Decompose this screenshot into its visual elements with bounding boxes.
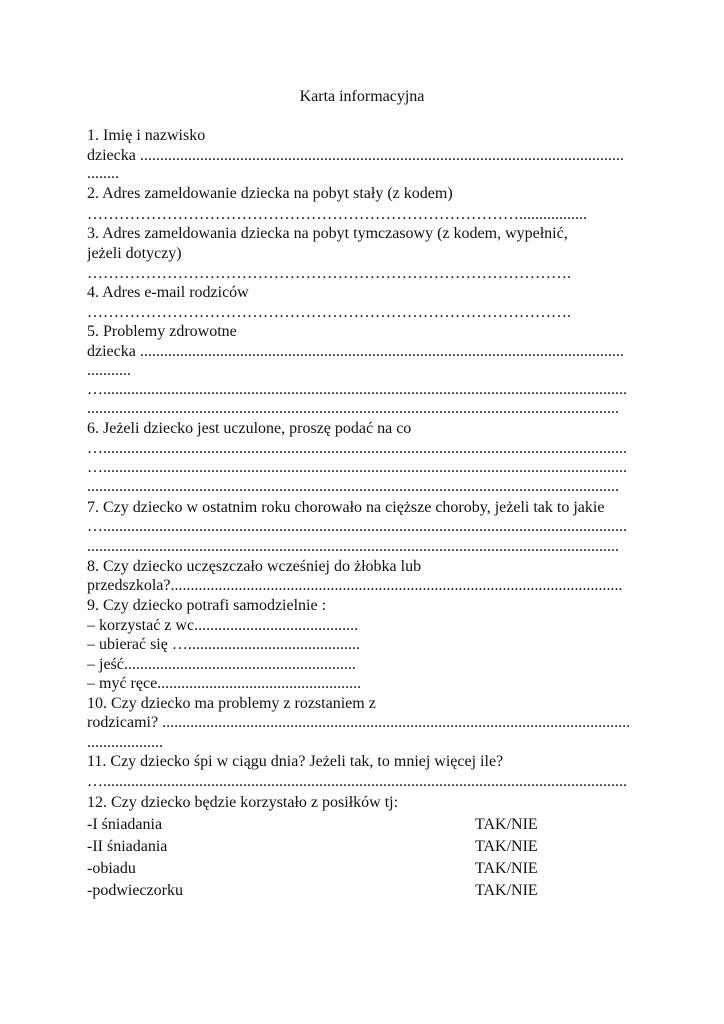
- q7-fill-line-2: .....................................................................................................................................: [87, 538, 619, 555]
- meal-label: -II śniadania: [87, 838, 168, 855]
- q6-fill-line-2: …...................................................................................................................................: [87, 459, 627, 476]
- q9-item-eat: – jeść..........................................................: [87, 656, 356, 673]
- q4-fill-line: ……………………………………………………………………………….: [87, 304, 571, 321]
- q1-label: 1. Imię i nazwisko: [87, 127, 206, 144]
- q1-fill-line: dziecka .........................................................................................................................: [87, 147, 624, 164]
- q3-fill-line: ……………………………………………………………………………….: [87, 265, 571, 282]
- q5-fill-line-2: …...................................................................................................................................: [87, 381, 627, 398]
- q5-fill-line-cont: ...........: [87, 362, 131, 379]
- q3-label-cont: jeżeli dotyczy): [87, 245, 182, 262]
- q9-label: 9. Czy dziecko potrafi samodzielnie :: [87, 597, 327, 614]
- meal-choice: TAK/NIE: [475, 882, 538, 899]
- q8-fill-line: przedszkola?.................................................................................................................: [87, 577, 623, 594]
- q2-label: 2. Adres zameldowanie dziecka na pobyt stały (z kodem): [87, 185, 453, 202]
- q10-fill-line: rodzicami? .....................................................................................................................: [87, 714, 631, 731]
- meal-choice: TAK/NIE: [475, 816, 538, 833]
- q11-label: 11. Czy dziecko śpi w ciągu dnia? Jeżeli tak, to mniej więcej ile?: [87, 753, 504, 770]
- q11-fill-line: …...................................................................................................................................: [87, 773, 627, 790]
- q9-item-dress: – ubierać się …...........................................: [87, 636, 360, 653]
- q8-label: 8. Czy dziecko uczęszczało wcześniej do żłobka lub: [87, 558, 422, 575]
- q3-label: 3. Adres zameldowania dziecka na pobyt tymczasowy (z kodem, wypełnić,: [87, 225, 568, 242]
- page-title: Karta informacyjna: [299, 88, 425, 105]
- q6-fill-line: …...................................................................................................................................: [87, 440, 627, 457]
- q5-fill-line: dziecka .........................................................................................................................: [87, 343, 624, 360]
- q7-fill-line: …...................................................................................................................................: [87, 518, 627, 535]
- q10-label: 10. Czy dziecko ma problemy z rozstaniem z: [87, 695, 376, 712]
- meal-choice: TAK/NIE: [475, 838, 538, 855]
- meal-label: -obiadu: [87, 860, 136, 877]
- meal-choice: TAK/NIE: [475, 860, 538, 877]
- q6-label: 6. Jeżeli dziecko jest uczulone, proszę podać na co: [87, 420, 412, 437]
- meal-label: -I śniadania: [87, 816, 163, 833]
- q9-item-wc: – korzystać z wc.........................................: [87, 617, 359, 634]
- q1-fill-line-cont: ........: [87, 165, 119, 182]
- q7-label: 7. Czy dziecko w ostatnim roku chorowało na cięższe choroby, jeżeli tak to jakie: [87, 499, 605, 516]
- q4-label: 4. Adres e-mail rodziców: [87, 284, 249, 301]
- q12-label: 12. Czy dziecko będzie korzystało z posiłków tj:: [87, 794, 399, 811]
- q2-fill-line: ……………………………………………………………………….................: [87, 206, 587, 223]
- q10-fill-line-cont: ...................: [87, 734, 163, 751]
- q5-label: 5. Problemy zdrowotne: [87, 323, 237, 340]
- q9-item-wash: – myć ręce...................................................: [87, 675, 362, 692]
- meal-label: -podwieczorku: [87, 882, 183, 899]
- q6-fill-line-3: .....................................................................................................................................: [87, 478, 619, 495]
- q5-fill-line-3: .....................................................................................................................................: [87, 400, 619, 417]
